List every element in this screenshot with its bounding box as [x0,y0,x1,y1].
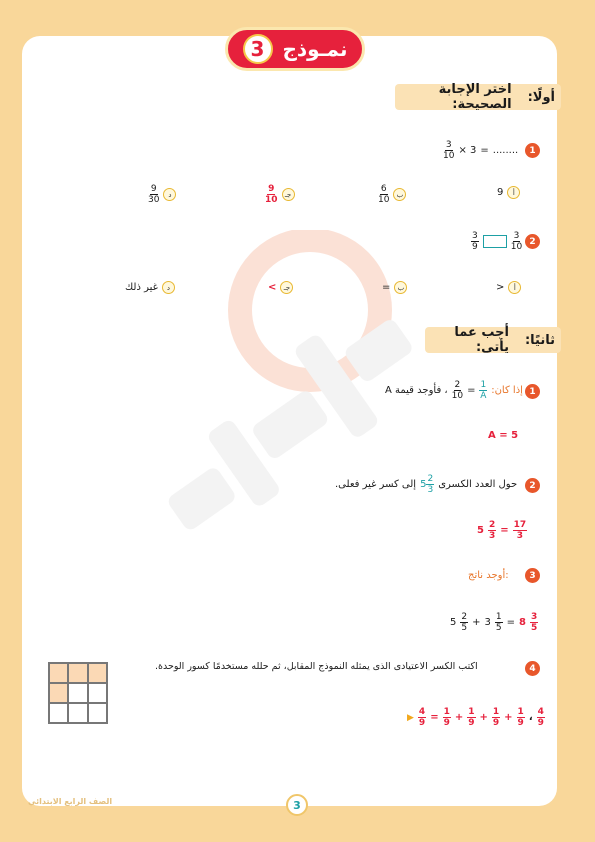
s2-q4-answer: ▶ $\frac{4}{9}$ = $\frac{1}{9}$ + $\frac{1}{9}$ + $\frac{1}{9}$ + $\frac{1}{9}$ ، $\frac{4}{9}$ [407,707,544,728]
s1-q2-expression: $\frac{3}{9}$ $\frac{3}{10}$ [472,231,523,252]
question-number-badge: 2 [525,478,540,493]
model-title-badge [225,27,365,71]
s2-q1-text: إذا كان: $\frac{1}{A}$ = $\frac{2}{10}$ ، فأوجد قيمة A [385,380,523,401]
s1-q1-option-b[interactable]: $\frac{6}{10}$ ب [378,184,406,205]
s1-q2-option-c[interactable]: < جـ [268,281,293,294]
model-number: 3 [243,34,273,64]
page-number: 3 [286,794,308,816]
section2-header [425,327,561,353]
arrow-icon: ▶ [407,712,414,723]
question-number-badge: 1 [525,143,540,158]
question-number-badge: 4 [525,661,540,676]
question-number-badge: 2 [525,234,540,249]
question-number-badge: 1 [525,384,540,399]
s2-q2-answer: 5 $\frac{2}{3}$ = $\frac{17}{3}$ [477,520,527,541]
section1-title: اختر الإجابة الصحيحة: [438,82,512,112]
section2-label: ثانيًا: [524,332,555,348]
answer-box[interactable] [483,235,507,248]
s1-q1-option-a[interactable]: 9 أ [497,186,520,199]
s1-q1-expression: $\frac{3}{10}$ × 3 = ........ [443,140,519,161]
model-title: نمـوذج [282,37,348,61]
s1-q2-option-b[interactable]: = ب [382,281,407,294]
s2-q3-expression: 5 $\frac{2}{5}$ + 3 $\frac{1}{5}$ = 8 $\frac{3}{5}$ [450,612,538,633]
s2-q2-text: حول العدد الكسرى 5 $\frac{2}{3}$ إلى كسر غير فعلى. [335,474,518,495]
section2-title: أجب عما يأتى: [454,325,509,355]
s2-q4-text: اكتب الكسر الاعتيادى الذى يمثله النموذج المقابل، ثم حلله مستخدمًا كسور الوحدة. [155,661,478,672]
s1-q1-option-c[interactable]: $\frac{9}{10}$ جـ [265,184,295,205]
s1-q2-option-d[interactable]: غير ذلك د [125,281,175,294]
s1-q2-option-a[interactable]: > أ [496,281,521,294]
fraction-grid-model [48,662,108,724]
s1-q1-option-d[interactable]: $\frac{9}{30}$ د [148,184,176,205]
section1-header [395,84,561,110]
footer-grade-label: الصف الرابع الابتدائي [28,797,113,806]
section1-label: أولًا: [527,89,555,105]
question-number-badge: 3 [525,568,540,583]
s2-q1-answer: A = 5 [488,430,519,441]
s2-q3-text: أوجد ناتج: [468,570,509,581]
fraction: $\frac{3}{10}$ [443,140,455,161]
